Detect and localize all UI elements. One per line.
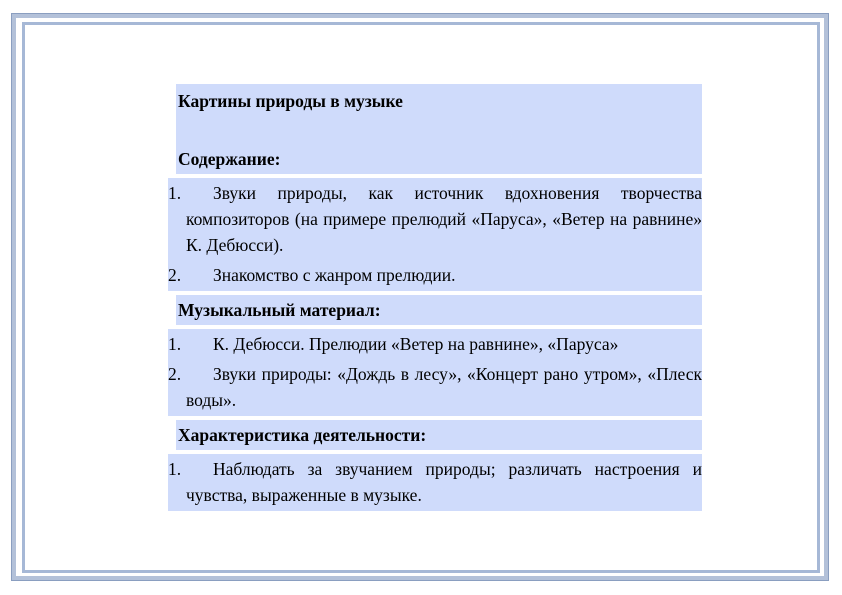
list-item — [168, 262, 702, 288]
list-item-text: Наблюдать за звучанием природы; различать настроения и чувства, выраженные в музыке. — [186, 459, 702, 505]
title-block — [176, 84, 702, 174]
list-item — [168, 180, 702, 258]
list-item-number: 1. — [168, 183, 182, 203]
list-item-number: 2. — [168, 265, 182, 285]
content-list — [168, 178, 702, 291]
list-item — [168, 456, 702, 508]
list-item — [168, 361, 702, 413]
material-heading-block — [176, 295, 702, 325]
title-spacer — [178, 118, 702, 144]
list-item-text: К. Дебюсси. Прелюдии «Ветер на равнине», «Паруса» — [213, 334, 619, 354]
list-item-text: Знакомство с жанром прелюдии. — [213, 265, 456, 285]
activity-heading: Характеристика деятельности: — [178, 425, 427, 445]
document-body — [168, 84, 702, 515]
list-item-text: Звуки природы, как источник вдохновения творчества композиторов (на примере прелюдий «Паруса», «Ветер на равнине» К. Дебюсси). — [186, 183, 702, 255]
page-title: Картины природы в музыке — [178, 91, 403, 111]
content-heading: Содержание: — [178, 149, 281, 169]
material-heading: Музыкальный материал: — [178, 300, 381, 320]
list-item-text: Звуки природы: «Дождь в лесу», «Концерт рано утром», «Плеск воды». — [186, 364, 702, 410]
activity-list — [168, 454, 702, 511]
list-item-number: 1. — [168, 459, 182, 479]
material-list — [168, 329, 702, 416]
list-item-number: 2. — [168, 364, 182, 384]
list-item-number: 1. — [168, 334, 182, 354]
list-item — [168, 331, 702, 357]
activity-heading-block — [176, 420, 702, 450]
